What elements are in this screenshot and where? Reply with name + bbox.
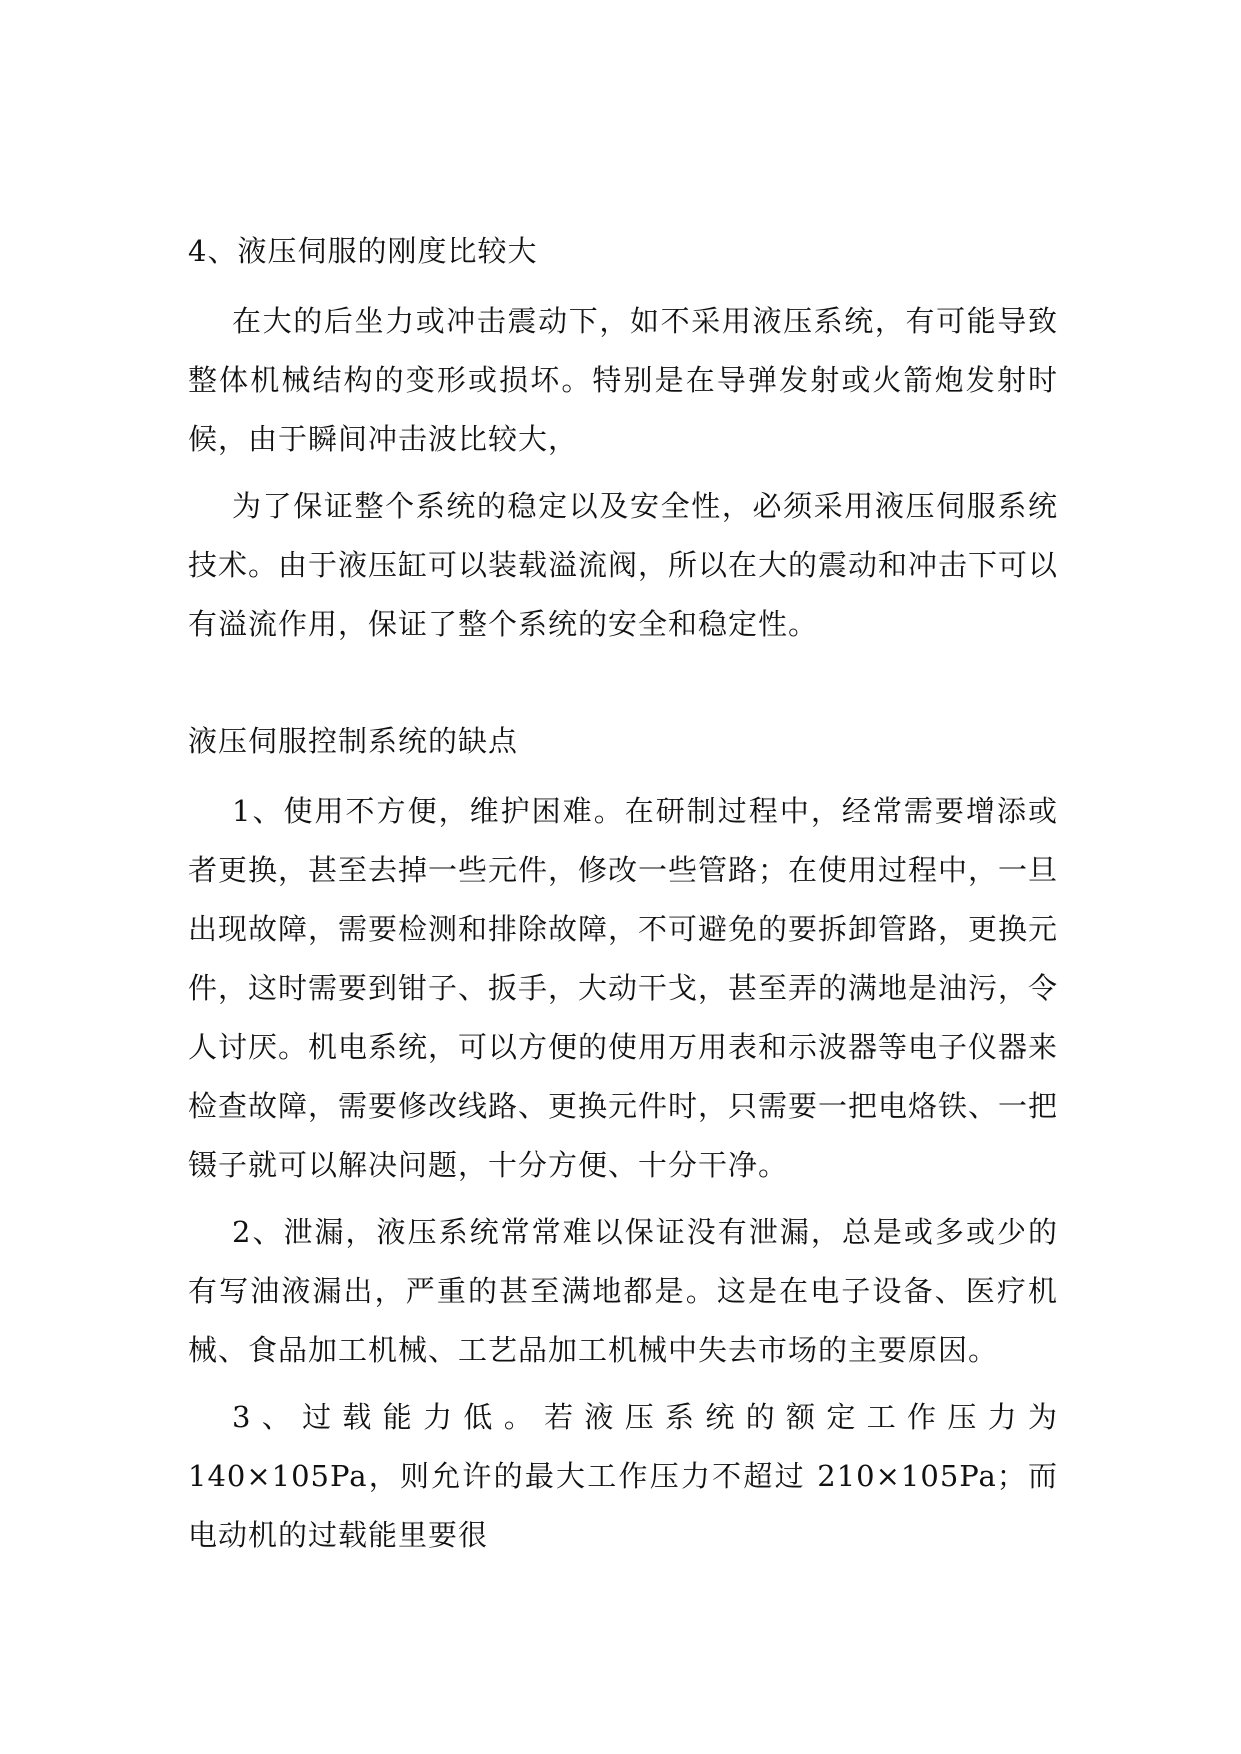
paragraph: 1、使用不方便，维护困难。在研制过程中，经常需要增添或者更换，甚至去掉一些元件，修改一些管路；在使用过程中，一旦出现故障，需要检测和排除故障，不可避免的要拆卸管路，更换元件，这时需要到钳子、扳手，大动干戈，甚至弄的满地是油污，令人讨厌。机电系统，可以方便的使用万用表和示波器等电子仪器来检查故障，需要修改线路、更换元件时，只需要一把电烙铁、一把镊子就可以解决问题，十分方便、十分干净。 [188, 794, 1059, 1182]
section-heading-disadvantages: 液压伺服控制系统的缺点 [188, 724, 519, 758]
paragraph: 3、过载能力低。若液压系统的额定工作压力为 140×105Pa，则允许的最大工作压力不超过 210×105Pa；而电动机的过载能里要很 [188, 1400, 1058, 1552]
section-heading-rigidity: 4、液压伺服的刚度比较大 [188, 234, 538, 268]
paragraph: 在大的后坐力或冲击震动下，如不采用液压系统，有可能导致整体机械结构的变形或损坏。特别是在导弹发射或火箭炮发射时候，由于瞬间冲击波比较大， [188, 304, 1058, 456]
paragraph: 为了保证整个系统的稳定以及安全性，必须采用液压伺服系统技术。由于液压缸可以装载溢流阀，所以在大的震动和冲击下可以有溢流作用，保证了整个系统的安全和稳定性。 [188, 489, 1059, 641]
paragraph: 2、泄漏，液压系统常常难以保证没有泄漏，总是或多或少的有写油液漏出，严重的甚至满地都是。这是在电子设备、医疗机械、食品加工机械、工艺品加工机械中失去市场的主要原因。 [188, 1215, 1058, 1367]
section-spacer [188, 654, 1058, 712]
document-body [188, 222, 1058, 1565]
